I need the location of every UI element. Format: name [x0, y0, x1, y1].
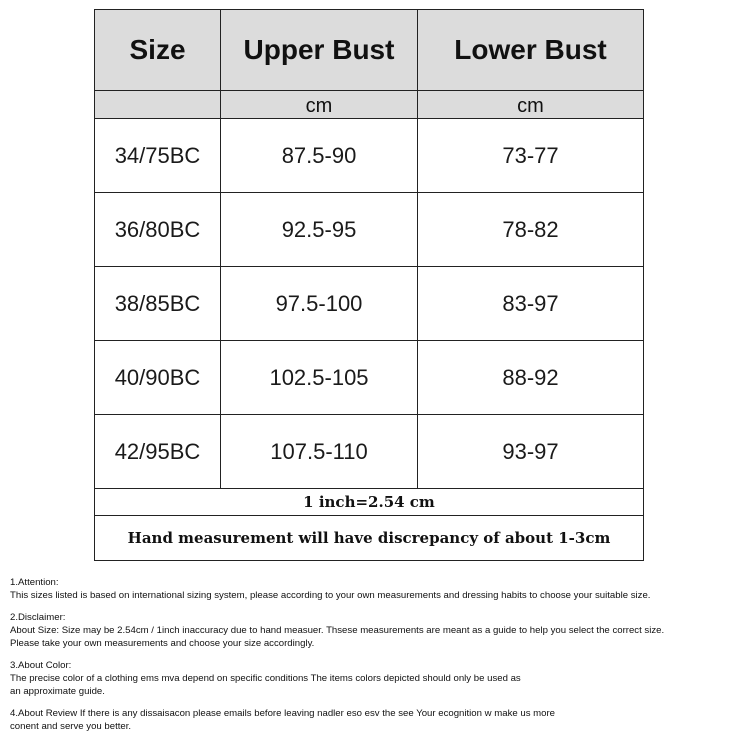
cell-lower-bust: 78-82	[418, 193, 644, 267]
cell-size: 36/80BC	[95, 193, 221, 267]
cell-size: 42/95BC	[95, 415, 221, 489]
unit-lower-bust: cm	[418, 91, 644, 119]
header-row	[95, 10, 644, 91]
cell-lower-bust: 88-92	[418, 341, 644, 415]
note-line: 4.About Review If there is any dissaisacon please emails before leaving nadler eso esv the see Your ecognition w make us more	[10, 708, 556, 719]
cell-upper-bust: 92.5-95	[221, 193, 418, 267]
notes-section	[10, 576, 746, 742]
cell-upper-bust: 107.5-110	[221, 415, 418, 489]
cell-size: 40/90BC	[95, 341, 221, 415]
size-chart-table	[94, 9, 644, 561]
note-line: conent and serve you better.	[10, 721, 132, 732]
inch-conversion-note: 1 inch=2.54 cm	[95, 489, 644, 516]
unit-upper-bust: cm	[221, 91, 418, 119]
note-title: 3.About Color:	[10, 660, 72, 671]
unit-size	[95, 91, 221, 119]
header-upper-bust: Upper Bust	[221, 10, 418, 91]
unit-row	[95, 91, 644, 119]
note-title: 1.Attention:	[10, 577, 59, 588]
table-row	[95, 341, 644, 415]
cell-size: 38/85BC	[95, 267, 221, 341]
table-row	[95, 267, 644, 341]
table-row	[95, 119, 644, 193]
note-title: 2.Disclaimer:	[10, 612, 66, 623]
note-line: The precise color of a clothing ems mva depend on specific conditions The items colors depicted should only be used as	[10, 673, 521, 684]
header-size: Size	[95, 10, 221, 91]
cell-lower-bust: 93-97	[418, 415, 644, 489]
table-row	[95, 415, 644, 489]
table-row	[95, 193, 644, 267]
note-disclaimer	[10, 611, 746, 650]
note-line: This sizes listed is based on international sizing system, please according to your own measurements and dressing habits to choose your suitable size.	[10, 590, 651, 601]
note-line: Please take your own measurements and choose your size accordingly.	[10, 638, 315, 649]
note-line: About Size: Size may be 2.54cm / 1inch inaccuracy due to hand measuer. Thsese measurements are meant as a guide to help you select the correct size.	[10, 625, 665, 636]
note-about-color	[10, 659, 746, 698]
cell-upper-bust: 87.5-90	[221, 119, 418, 193]
cell-lower-bust: 83-97	[418, 267, 644, 341]
cell-lower-bust: 73-77	[418, 119, 644, 193]
inch-conversion-row	[95, 489, 644, 516]
cell-size: 34/75BC	[95, 119, 221, 193]
cell-upper-bust: 97.5-100	[221, 267, 418, 341]
header-lower-bust: Lower Bust	[418, 10, 644, 91]
cell-upper-bust: 102.5-105	[221, 341, 418, 415]
note-attention	[10, 576, 746, 602]
discrepancy-note: Hand measurement will have discrepancy of about 1-3cm	[95, 516, 644, 561]
note-line: an approximate guide.	[10, 686, 105, 697]
note-about-review	[10, 707, 746, 733]
discrepancy-row	[95, 516, 644, 561]
